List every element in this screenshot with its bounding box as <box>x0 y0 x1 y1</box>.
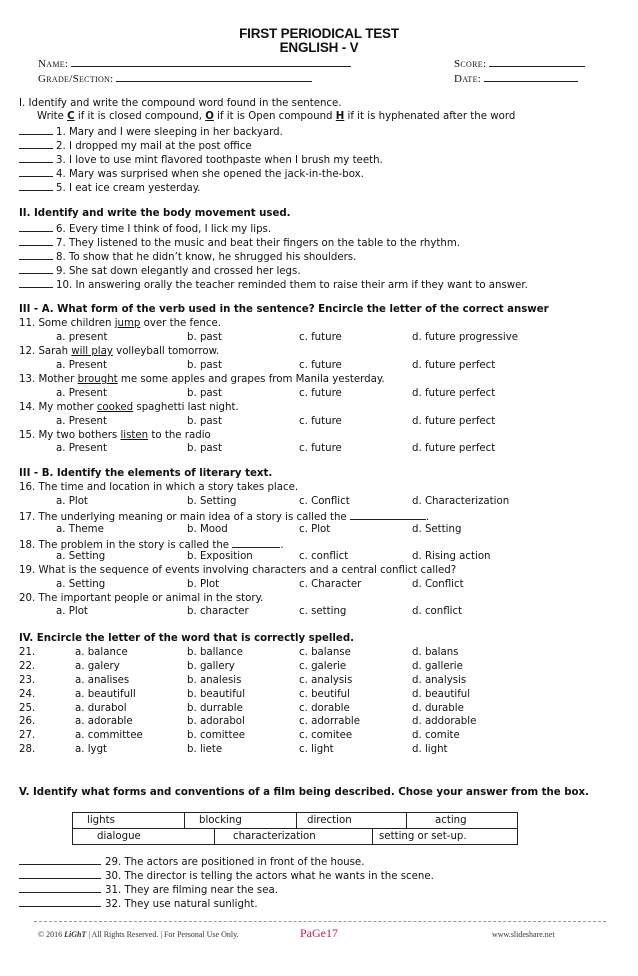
option-a[interactable]: a. Present <box>56 360 107 371</box>
option-c[interactable]: c. comitee <box>299 730 353 741</box>
section3b-heading: III - B. Identify the elements of literary text. <box>19 468 273 479</box>
option-d[interactable]: d. comite <box>412 730 460 741</box>
section2-heading: II. Identify and write the body movement used. <box>19 208 291 219</box>
option-a[interactable]: a. Present <box>56 388 107 399</box>
option-b[interactable]: b. durrable <box>187 703 243 714</box>
option-c[interactable]: c. beutiful <box>299 689 350 700</box>
option-b[interactable]: b. past <box>187 332 222 343</box>
option-a[interactable]: a. lygt <box>75 744 108 755</box>
option-d[interactable]: d. beautiful <box>412 689 471 700</box>
question-13: 13. Mother brought me some apples and grapes from Manila yesterday. <box>19 374 385 385</box>
question-item: 31. They are filming near the sea. <box>19 883 278 897</box>
option-c[interactable]: c. Plot <box>299 524 331 535</box>
option-c[interactable]: c. Character <box>299 579 362 590</box>
option-b[interactable]: b. gallery <box>187 661 235 672</box>
option-a[interactable]: a. analises <box>75 675 130 686</box>
option-c[interactable]: c. galerie <box>299 661 347 672</box>
footer-page-number: PaGe17 <box>300 926 338 940</box>
section4-heading: IV. Encircle the letter of the word that is correctly spelled. <box>19 633 354 644</box>
option-a[interactable]: a. beautifull <box>75 689 136 700</box>
option-d[interactable]: d. future perfect <box>412 443 496 454</box>
option-b[interactable]: b. liete <box>187 744 223 755</box>
option-a[interactable]: a. balance <box>75 647 128 658</box>
option-c[interactable]: c. future <box>299 388 342 399</box>
question-16: 16. The time and location in which a story takes place. <box>19 482 299 493</box>
choice-lights: lights <box>73 813 185 828</box>
item-number: 21. <box>19 647 36 658</box>
option-b[interactable]: b. comittee <box>187 730 246 741</box>
option-d[interactable]: d. Characterization <box>412 496 510 507</box>
date-field: Date: <box>454 72 578 85</box>
option-a[interactable]: a. durabol <box>75 703 127 714</box>
box-row <box>73 828 517 844</box>
question-11: 11. Some children jump over the fence. <box>19 318 221 329</box>
option-c[interactable]: c. future <box>299 416 342 427</box>
option-a[interactable]: a. Theme <box>56 524 104 535</box>
option-c[interactable]: c. conflict <box>299 551 349 562</box>
item-number: 26. <box>19 716 36 727</box>
option-a[interactable]: a. Present <box>56 443 107 454</box>
item-number: 27. <box>19 730 36 741</box>
choice-dialogue: dialogue <box>73 829 215 844</box>
option-b[interactable]: b. Exposition <box>187 551 253 562</box>
option-b[interactable]: b. Setting <box>187 496 237 507</box>
option-c[interactable]: c. future <box>299 443 342 454</box>
option-b[interactable]: b. past <box>187 416 222 427</box>
option-d[interactable]: d. gallerie <box>412 661 463 672</box>
choice-setting: setting or set-up. <box>379 831 467 842</box>
option-a[interactable]: a. present <box>56 332 108 343</box>
option-d[interactable]: d. conflict <box>412 606 463 617</box>
option-d[interactable]: d. future perfect <box>412 360 496 371</box>
question-item: 2. I dropped my mail at the post office <box>19 139 252 153</box>
question-item: 8. To show that he didn’t know, he shrugged his shoulders. <box>19 250 356 264</box>
question-item: 32. They use natural sunlight. <box>19 897 258 911</box>
option-c[interactable]: c. dorable <box>299 703 350 714</box>
option-d[interactable]: d. future perfect <box>412 388 496 399</box>
option-c[interactable]: c. Conflict <box>299 496 350 507</box>
footer-divider <box>34 921 606 922</box>
question-item: 1. Mary and I were sleeping in her backyard. <box>19 125 283 139</box>
option-c[interactable]: c. balanse <box>299 647 351 658</box>
box-row <box>73 813 517 828</box>
option-d[interactable]: d. analysis <box>412 675 467 686</box>
option-a[interactable]: a. Setting <box>56 579 106 590</box>
option-a[interactable]: a. Present <box>56 416 107 427</box>
item-number: 24. <box>19 689 36 700</box>
option-b[interactable]: b. Mood <box>187 524 228 535</box>
option-b[interactable]: b. beautiful <box>187 689 246 700</box>
choice-blocking: blocking <box>185 813 297 828</box>
option-c[interactable]: c. light <box>299 744 334 755</box>
option-a[interactable]: a. Plot <box>56 496 88 507</box>
item-number: 25. <box>19 703 36 714</box>
footer-site-link[interactable]: www.slideshare.net <box>492 930 555 939</box>
option-b[interactable]: b. Plot <box>187 579 220 590</box>
option-d[interactable]: d. Rising action <box>412 551 491 562</box>
option-d[interactable]: d. Setting <box>412 524 462 535</box>
option-b[interactable]: b. ballance <box>187 647 243 658</box>
option-d[interactable]: d. balans <box>412 647 459 658</box>
section1-instructions: Write C if it is closed compound, O if it is Open compound H if it is hyphenated after the word <box>37 111 516 122</box>
question-15: 15. My two bothers listen to the radio <box>19 430 211 441</box>
choice-acting: acting <box>435 815 467 826</box>
option-a[interactable]: a. galery <box>75 661 120 672</box>
question-item: 30. The director is telling the actors what he wants in the scene. <box>19 869 434 883</box>
question-20: 20. The important people or animal in the story. <box>19 593 264 604</box>
question-item: 9. She sat down elegantly and crossed her legs. <box>19 264 301 278</box>
choice-characterization: characterization <box>215 829 373 844</box>
option-b[interactable]: b. analesis <box>187 675 242 686</box>
option-d[interactable]: d. light <box>412 744 448 755</box>
option-a[interactable]: a. committee <box>75 730 143 741</box>
section1-heading: I. Identify and write the compound word found in the sentence. <box>19 98 342 109</box>
item-number: 23. <box>19 675 36 686</box>
option-b[interactable]: b. past <box>187 388 222 399</box>
option-a[interactable]: a. Plot <box>56 606 88 617</box>
option-c[interactable]: c. future <box>299 332 342 343</box>
option-d[interactable]: d. durable <box>412 703 464 714</box>
option-d[interactable]: d. future progressive <box>412 332 519 343</box>
option-c[interactable]: c. setting <box>299 606 347 617</box>
option-a[interactable]: a. Setting <box>56 551 106 562</box>
answer-choices-box <box>72 812 518 845</box>
option-d[interactable]: d. future perfect <box>412 416 496 427</box>
choice-direction: direction <box>297 813 407 828</box>
item-number: 22. <box>19 661 36 672</box>
grade-section-field: Grade/Section: <box>38 72 312 85</box>
option-c[interactable]: c. adorrable <box>299 716 361 727</box>
option-b[interactable]: b. past <box>187 443 222 454</box>
option-b[interactable]: b. character <box>187 606 249 617</box>
question-18: 18. The problem in the story is called the . <box>19 540 284 551</box>
question-17: 17. The underlying meaning or main idea of a story is called the . <box>19 512 430 523</box>
question-item: 7. They listened to the music and beat their fingers on the table to the rhythm. <box>19 236 460 250</box>
score-field: Score: <box>454 57 585 70</box>
question-item: 5. I eat ice cream yesterday. <box>19 181 201 195</box>
option-b[interactable]: b. past <box>187 360 222 371</box>
option-d[interactable]: d. Conflict <box>412 579 464 590</box>
question-item: 4. Mary was surprised when she opened the jack-in-the-box. <box>19 167 364 181</box>
test-subject: ENGLISH - V <box>279 40 359 55</box>
section3a-heading: III - A. What form of the verb used in the sentence? Encircle the letter of the correct answer <box>19 304 549 315</box>
question-12: 12. Sarah will play volleyball tomorrow. <box>19 346 220 357</box>
question-item: 10. In answering orally the teacher reminded them to raise their arm if they want to answer. <box>19 278 528 292</box>
question-14: 14. My mother cooked spaghetti last night. <box>19 402 239 413</box>
question-item: 29. The actors are positioned in front of the house. <box>19 855 364 869</box>
option-c[interactable]: c. analysis <box>299 675 353 686</box>
option-a[interactable]: a. adorable <box>75 716 133 727</box>
option-c[interactable]: c. future <box>299 360 342 371</box>
option-b[interactable]: b. adorabol <box>187 716 245 727</box>
section5-heading: V. Identify what forms and conventions of a film being described. Chose your answer from the box. <box>19 787 589 798</box>
name-field: Name: <box>38 57 351 70</box>
option-d[interactable]: d. addorable <box>412 716 477 727</box>
question-item: 6. Every time I think of food, I lick my lips. <box>19 222 271 236</box>
question-item: 3. I love to use mint flavored toothpaste when I brush my teeth. <box>19 153 383 167</box>
footer-copyright: © 2016 LiGhT | All Rights Reserved. | For Personal Use Only. <box>38 930 239 939</box>
question-19: 19. What is the sequence of events involving characters and a central conflict called? <box>19 565 457 576</box>
test-title: FIRST PERIODICAL TEST <box>239 26 399 41</box>
item-number: 28. <box>19 744 36 755</box>
